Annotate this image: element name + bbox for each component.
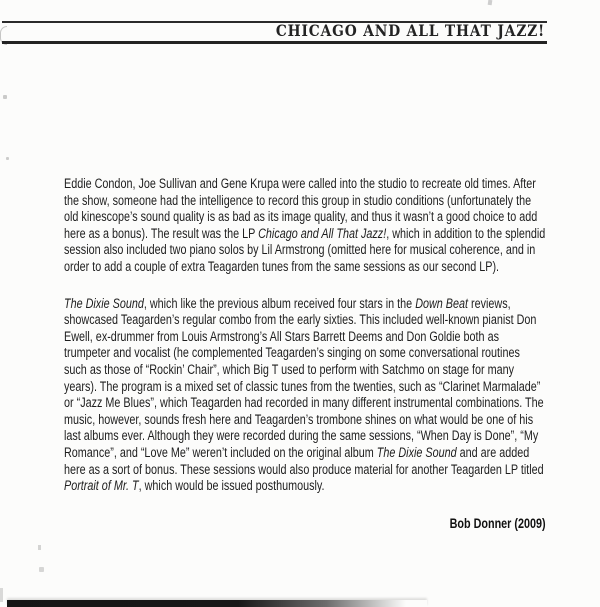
liner-notes-text	[64, 176, 546, 532]
page-header-title: CHICAGO AND ALL THAT JAZZ!	[275, 21, 545, 40]
header-rule-band	[2, 21, 547, 44]
liner-notes-paragraph: The Dixie Sound, which like the previous album received four stars in the Down Beat reviews, showcased Teagarden’s regular combo from the early sixties. This included well-known pianist Don Ewell, ex-drummer from Louis Armstrong’s All Stars Barrett Deems and Don Goldie both as trumpeter and vocalist (he complemented Teagarden’s singing on some conversational routines such as those of “Rockin’ Chair”, which Big T used to perform with Satchmo on stage for many years). The program is a mixed set of classic tunes from the twenties, such as “Clarinet Marmalade” or “Jazz Me Blues”, which Teagarden had recorded in many different instrumental combinations. The music, however, sounds fresh here and Teagarden’s trombone shines on what would be one of his last albums ever. Although they were recorded during the same sessions, “When Day is Done”, “My Romance”, and “Love Me” weren’t included on the original album The Dixie Sound and are added here as a sort of bonus. These sessions would also produce material for another Teagarden LP titled Portrait of Mr. T, which would be issued posthumously.	[64, 295, 544, 494]
scan-speck	[38, 545, 41, 550]
scan-speck	[3, 95, 7, 99]
liner-notes	[64, 176, 546, 532]
liner-notes-paragraph: Eddie Condon, Joe Sullivan and Gene Krupa were called into the studio to recreate old times. After the show, someone had the intelligence to record this group in studio conditions (unfortunately the old kinescope’s sound quality is as bad as its image quality, and thus it wasn’t a good choice to add here as a bonus). The result was the LP Chicago and All That Jazz!, which in addition to the splendid session also included two piano solos by Lil Armstrong (omitted here for musical coherence, and in order to add a couple of extra Teagarden tunes from the same sessions as our second LP).	[64, 176, 546, 274]
scan-speck	[39, 567, 44, 572]
scan-bottom-shadow	[7, 600, 427, 607]
author-byline: Bob Donner (2009)	[449, 515, 546, 531]
scan-left-edge-strip	[0, 588, 3, 602]
scan-top-tick	[488, 0, 493, 5]
scan-speck	[6, 157, 9, 160]
